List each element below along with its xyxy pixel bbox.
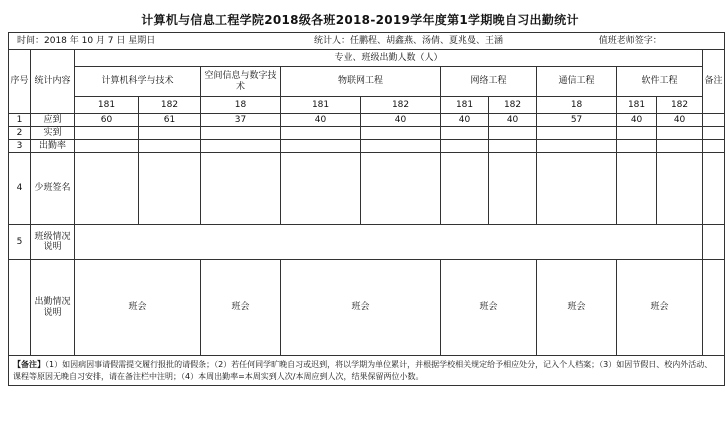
note-cell (703, 260, 725, 356)
header-seq: 序号 (9, 50, 31, 114)
empty-cell (201, 140, 281, 153)
empty-cell (537, 127, 617, 140)
empty-cell (139, 140, 201, 153)
expected-count: 60 (75, 114, 139, 127)
expected-count: 37 (201, 114, 281, 127)
class-number: 182 (139, 97, 201, 114)
class-number: 181 (617, 97, 657, 114)
row-number: 1 (9, 114, 31, 127)
empty-cell (139, 127, 201, 140)
expected-count: 40 (617, 114, 657, 127)
major-name: 物联网工程 (281, 67, 441, 97)
row-number: 5 (9, 225, 31, 260)
empty-cell (361, 127, 441, 140)
notes-cell (9, 356, 725, 386)
class-number: 181 (441, 97, 489, 114)
major-name: 网络工程 (441, 67, 537, 97)
class-number: 182 (657, 97, 703, 114)
row-label: 少班签名 (31, 153, 75, 225)
expected-count: 40 (361, 114, 441, 127)
empty-cell (441, 140, 489, 153)
notes-label: 【备注】 (13, 359, 45, 369)
empty-cell (657, 127, 703, 140)
empty-cell (657, 153, 703, 225)
class-number: 18 (201, 97, 281, 114)
header-attendance-group: 专业、班级出勤人数（人） (75, 50, 703, 67)
empty-cell (617, 127, 657, 140)
major-name: 空间信息与数字技术 (201, 67, 281, 97)
empty-cell (489, 127, 537, 140)
empty-cell (361, 153, 441, 225)
note-cell (703, 127, 725, 140)
counters-info: 统计人：任鹏程、胡鑫燕、汤倩、夏兆曼、王涵 (281, 33, 537, 50)
empty-cell (281, 127, 361, 140)
class-meeting-cell: 班会 (441, 260, 537, 356)
class-meeting-cell: 班会 (201, 260, 281, 356)
row-number: 2 (9, 127, 31, 140)
header-note: 备注 (703, 50, 725, 114)
row-number: 3 (9, 140, 31, 153)
class-meeting-cell: 班会 (281, 260, 441, 356)
row-label: 应到 (31, 114, 75, 127)
expected-count: 40 (657, 114, 703, 127)
empty-cell (75, 127, 139, 140)
class-number: 182 (361, 97, 441, 114)
class-number: 181 (75, 97, 139, 114)
header-content: 统计内容 (31, 50, 75, 114)
empty-cell (75, 153, 139, 225)
row-label: 实到 (31, 127, 75, 140)
expected-count: 61 (139, 114, 201, 127)
notes-text: （1）如因病因事请假需提交履行报批的请假条；（2）若任何同学旷晚自习或迟到，将以学期为单位累计，并根据学校相关规定给予相应处分，记入个人档案；（3）如因节假日、校内外活动、课程等原因无晚自习安排，请在备注栏中注明；（4）本周出勤率=本周实到人次/本周应到人次，结果保留两位小数。 (13, 359, 713, 381)
class-meeting-cell: 班会 (75, 260, 201, 356)
empty-cell (657, 140, 703, 153)
class-meeting-cell: 班会 (537, 260, 617, 356)
expected-count: 40 (441, 114, 489, 127)
empty-cell (281, 153, 361, 225)
expected-count: 40 (281, 114, 361, 127)
note-cell (703, 140, 725, 153)
empty-cell (361, 140, 441, 153)
class-meeting-cell: 班会 (617, 260, 703, 356)
empty-cell (489, 153, 537, 225)
note-cell (703, 114, 725, 127)
row-number (9, 260, 31, 356)
teacher-signature-label: 值班老师签字： (537, 33, 725, 50)
class-number: 182 (489, 97, 537, 114)
expected-count: 40 (489, 114, 537, 127)
empty-cell (75, 140, 139, 153)
empty-cell (201, 127, 281, 140)
attendance-sheet (8, 8, 723, 386)
note-cell (703, 153, 725, 225)
empty-cell (139, 153, 201, 225)
class-number: 181 (281, 97, 361, 114)
date-info: 时间：2018 年 10 月 7 日 星期日 (9, 33, 281, 50)
row-label: 出勤率 (31, 140, 75, 153)
major-name: 通信工程 (537, 67, 617, 97)
empty-cell (201, 153, 281, 225)
empty-cell (489, 140, 537, 153)
empty-cell (441, 127, 489, 140)
major-name: 软件工程 (617, 67, 703, 97)
expected-count: 57 (537, 114, 617, 127)
row-label: 出勤情况说明 (31, 260, 75, 356)
sheet-title: 计算机与信息工程学院2018级各班2018-2019学年度第1学期晚自习出勤统计 (141, 13, 579, 27)
empty-cell (441, 153, 489, 225)
row-number: 4 (9, 153, 31, 225)
row-label: 班级情况说明 (31, 225, 75, 260)
note-cell (703, 225, 725, 260)
class-situation-cell (75, 225, 703, 260)
major-name: 计算机科学与技术 (75, 67, 201, 97)
class-number: 18 (537, 97, 617, 114)
empty-cell (537, 153, 617, 225)
empty-cell (617, 140, 657, 153)
empty-cell (281, 140, 361, 153)
empty-cell (537, 140, 617, 153)
empty-cell (617, 153, 657, 225)
attendance-table (8, 32, 725, 386)
